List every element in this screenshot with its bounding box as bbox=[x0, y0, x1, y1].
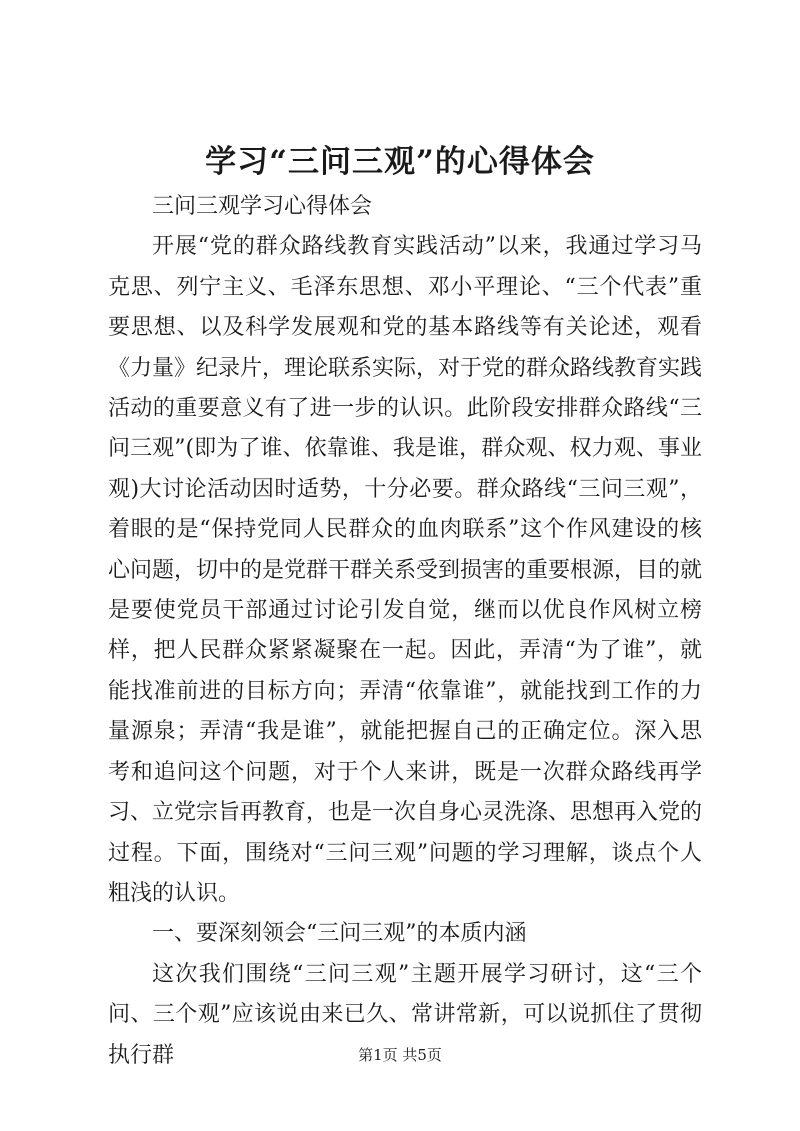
subtitle-paragraph: 三问三观学习心得体会 bbox=[152, 194, 373, 219]
intro-paragraph: 开展“党的群众路线教育实践活动”以来，我通过学习马克思、列宁主义、毛泽东思想、邓小平理论、“三个代表”重要思想、以及科学发展观和党的基本路线等有关论述，观看《力量》纪录片，理论联系实际，对于党的群众路线教育实践活动的重要意义有了进一步的认识。此阶段安排群众路线“三问三观”(即为了谁、依靠谁、我是谁，群众观、权力观、事业观)大讨论活动因时适势，十分必要。群众路线“三问三观”，着眼的是“保持党同人民群众的血肉联系”这个作风建设的核心问题，切中的是党群干群关系受到损害的重要根源，目的就是要使党员干部通过讨论引发自觉，继而以优良作风树立榜样，把人民群众紧紧凝聚在一起。因此，弄清“为了谁”，就能找准前进的目标方向；弄清“依靠谁”，就能找到工作的力量源泉；弄清“我是谁”，就能把握自己的正确定位。深入思考和追问这个问题，对于个人来讲，既是一次群众路线再学习、立党宗旨再教育，也是一次自身心灵洗涤、思想再入党的过程。下面，围绕对“三问三观”问题的学习理解，谈点个人粗浅的认识。 bbox=[108, 234, 703, 906]
page-footer: 第1页 共5页 bbox=[358, 1046, 442, 1064]
document-title: 学习“三问三观”的心得体会 bbox=[205, 144, 595, 180]
document-body bbox=[108, 187, 702, 1076]
section-heading: 一、要深刻领会“三问三观”的本质内涵 bbox=[152, 921, 527, 947]
section-paragraph: 这次我们围绕“三问三观”主题开展学习研讨，这“三个问、三个观”应该说由来已久、常讲常新，可以说抓住了贯彻执行群 bbox=[108, 961, 702, 1068]
